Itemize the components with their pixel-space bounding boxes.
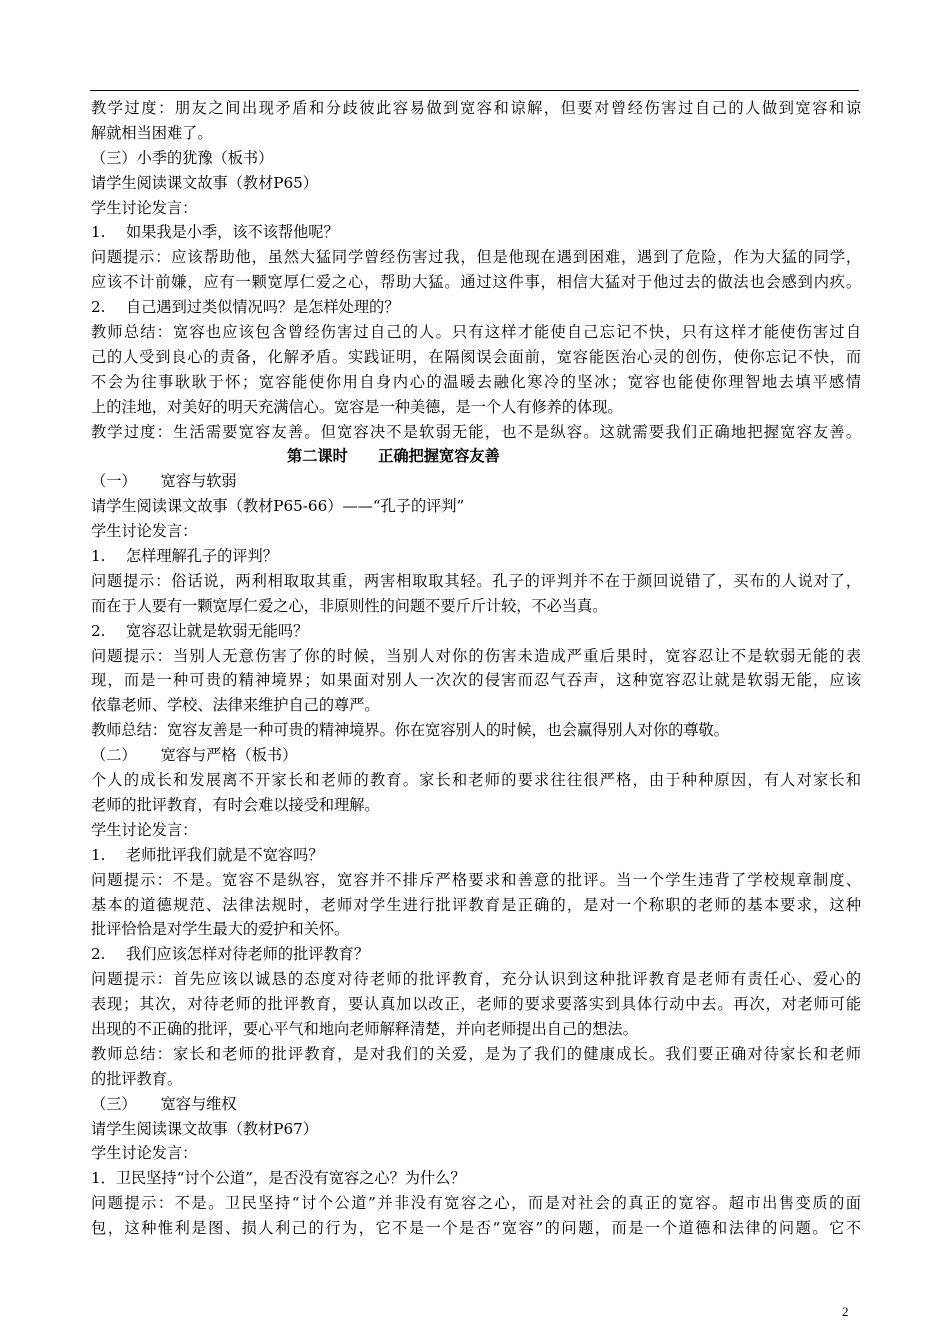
text-line (91, 196, 861, 221)
text-line (91, 718, 861, 743)
text-line (91, 768, 861, 793)
line-text: 学生讨论发言： (91, 522, 198, 541)
text-line (91, 295, 861, 320)
line-text: 学生讨论发言： (91, 820, 198, 839)
line-text: 请学生阅读课文故事（教材P65） (91, 173, 318, 192)
text-line (91, 843, 861, 868)
text-line (91, 1166, 861, 1191)
line-text: 教学过度：朋友之间出现矛盾和分歧彼此容易做到宽容和谅解，但要对曾经伤害过自己的人做到宽容和谅 (91, 99, 861, 117)
text-line (91, 594, 861, 619)
section-number: （一） (91, 472, 137, 491)
text-line (91, 494, 861, 519)
line-text: 应该不计前嫌，应有一颗宽厚仁爱之心，帮助大猛。通过这件事，相信大猛对于他过去的做法也会感到内疚。 (91, 273, 861, 292)
list-number: 2. (91, 945, 106, 964)
text-line (91, 1067, 861, 1092)
text-line (91, 370, 861, 395)
line-text: 老师的批评教育，有时会难以接受和理解。 (91, 795, 380, 814)
text-line (91, 320, 861, 345)
line-text: 解就相当困难了。 (91, 123, 213, 142)
text-line (91, 942, 861, 967)
line-text: 依靠老师、学校、法律来维护自己的尊严。 (91, 696, 380, 715)
line-text: 问题提示：应该帮助他，虽然大猛同学曾经伤害过我，但是他现在遇到困难，遇到了危险，作为大猛的同学， (91, 248, 861, 267)
text-line (91, 270, 861, 295)
line-text: 基本的道德规范、法律法规时，老师对学生进行批评教育是正确的，是对一个称职的老师的基本要求，这种 (91, 895, 861, 914)
text-line (91, 569, 861, 594)
line-text: 宽容与严格（板书） (160, 746, 298, 765)
text-line (91, 345, 861, 370)
line-text: 而在于人要有一颗宽厚仁爱之心，非原则性的问题不要斤斤计较，不必当真。 (91, 596, 608, 615)
document-body (91, 96, 861, 1241)
line-text: 宽容与软弱 (160, 472, 237, 491)
text-line (91, 967, 861, 992)
text-line (91, 1191, 861, 1216)
text-line (91, 469, 861, 494)
text-line (91, 1141, 861, 1166)
text-line (91, 121, 861, 146)
page-number: 2 (842, 1304, 849, 1319)
line-text: 批评恰恰是对学生最大的爱护和关怀。 (91, 920, 350, 939)
text-line (91, 818, 861, 843)
line-text: 请学生阅读课文故事（教材P67） (91, 1119, 318, 1138)
text-line (91, 868, 861, 893)
line-text: 1．卫民坚持“讨个公道”，是否没有宽容之心？为什么？ (91, 1169, 466, 1188)
line-text: 个人的成长和发展离不开家长和老师的教育。家长和老师的要求往往很严格，由于种种原因，有人对家长和 (91, 771, 861, 790)
text-line (91, 544, 861, 569)
line-text: 己的人受到良心的责备，化解矛盾。实践证明，在隔阂误会面前，宽容能医治心灵的创伤，使你忘记不快，而 (91, 347, 861, 366)
line-text: 学生讨论发言： (91, 1144, 198, 1163)
list-number: 2. (91, 298, 106, 317)
list-number: 1. (91, 547, 106, 566)
text-line (91, 793, 861, 818)
text-line (91, 743, 861, 768)
line-text: 自己遇到过类似情况吗？是怎样处理的？ (126, 298, 400, 317)
text-line (91, 893, 861, 918)
text-line (91, 146, 861, 171)
text-line (91, 519, 861, 544)
text-line (91, 1216, 861, 1241)
text-line (91, 1092, 861, 1117)
header-rule (90, 90, 859, 91)
line-text: 宽容与维权 (160, 1094, 237, 1113)
line-text: 怎样理解孔子的评判？ (126, 547, 278, 566)
line-text: 上的洼地，对美好的明天充满信心。宽容是一种美德，是一个人有修养的体现。 (91, 397, 623, 416)
line-text: 出现的不正确的批评，要心平气和地向老师解释清楚，并向老师提出自己的想法。 (91, 1019, 638, 1038)
text-line (91, 1042, 861, 1067)
text-line (91, 1017, 861, 1042)
line-text: 教师总结：家长和老师的批评教育，是对我们的关爱，是为了我们的健康成长。我们要正确对待家长和老师 (91, 1044, 861, 1063)
line-text: 宽容忍让就是软弱无能吗？ (126, 621, 309, 640)
text-line (91, 668, 861, 693)
text-line (91, 619, 861, 644)
text-line (91, 220, 861, 245)
text-line (91, 1117, 861, 1142)
line-text: 如果我是小季，该不该帮他呢？ (126, 223, 339, 242)
line-text: 不会为往事耿耿于怀；宽容能使你用自身内心的温暖去融化寒冷的坚冰；宽容也能使你理智地去填平感情 (91, 372, 861, 391)
line-text: 学生讨论发言： (91, 198, 198, 217)
line-text: 我们应该怎样对待老师的批评教育？ (126, 945, 369, 964)
line-text: 请学生阅读课文故事（教材P65-66）——“孔子的评判” (91, 497, 465, 516)
line-text: 包，这种惟利是图、损人利己的行为，它不是一个是否“宽容”的问题，而是一个道德和法律的问题。它不 (91, 1219, 861, 1238)
text-line (91, 395, 861, 420)
text-line (91, 992, 861, 1017)
line-text: 问题提示：不是。宽容不是纵容，宽容并不排斥严格要求和善意的批评。当一个学生违背了学校规章制度、 (91, 870, 861, 889)
line-text: 问题提示：首先应该以诚恳的态度对待老师的批评教育，充分认识到这种批评教育是老师有责任心、爱心的 (91, 970, 861, 989)
text-line (91, 171, 861, 196)
line-text: 的批评教育。 (91, 1069, 183, 1088)
section-number: （三） (91, 1094, 137, 1113)
text-line (91, 693, 861, 718)
line-text: （三）小季的犹豫（板书） (91, 148, 274, 167)
line-text: 问题提示：俗话说，两利相取取其重，两害相取取其轻。孔子的评判并不在于颜回说错了，买布的人说对了， (91, 571, 861, 590)
text-line (91, 917, 861, 942)
list-number: 1. (91, 845, 106, 864)
text-line (91, 96, 861, 121)
line-text: 表现；其次，对待老师的批评教育，要认真加以改正，老师的要求要落实到具体行动中去。再次，对老师可能 (91, 995, 861, 1014)
line-text: 老师批评我们就是不宽容吗？ (126, 845, 324, 864)
line-text: 现，而是一种可贵的精神境界；如果面对别人一次次的侵害而忍气吞声，这种宽容忍让就是软弱无能，应该 (91, 671, 861, 690)
list-number: 2. (91, 621, 106, 640)
line-text: 教师总结：宽容也应该包含曾经伤害过自己的人。只有这样才能使自己忘记不快，只有这样才能使伤害过自 (91, 323, 861, 342)
line-text: 问题提示：不是。卫民坚持“讨个公道”并非没有宽容之心，而是对社会的真正的宽容。超市出售变质的面 (91, 1194, 861, 1213)
line-text: 教学过度：生活需要宽容友善。但宽容决不是软弱无能，也不是纵容。这就需要我们正确地把握宽容友善。 (91, 422, 861, 441)
text-line (91, 644, 861, 669)
text-line (91, 420, 861, 445)
line-text: 教师总结：宽容友善是一种可贵的精神境界。你在宽容别人的时候，也会赢得别人对你的尊敬。 (91, 721, 729, 740)
line-text: 问题提示：当别人无意伤害了你的时候，当别人对你的伤害未造成严重后果时，宽容忍让不是软弱无能的表 (91, 646, 861, 665)
text-line (91, 245, 861, 270)
list-number: 1. (91, 223, 106, 242)
section-heading: 第二课时 正确把握宽容友善 (287, 447, 500, 466)
section-number: （二） (91, 746, 137, 765)
